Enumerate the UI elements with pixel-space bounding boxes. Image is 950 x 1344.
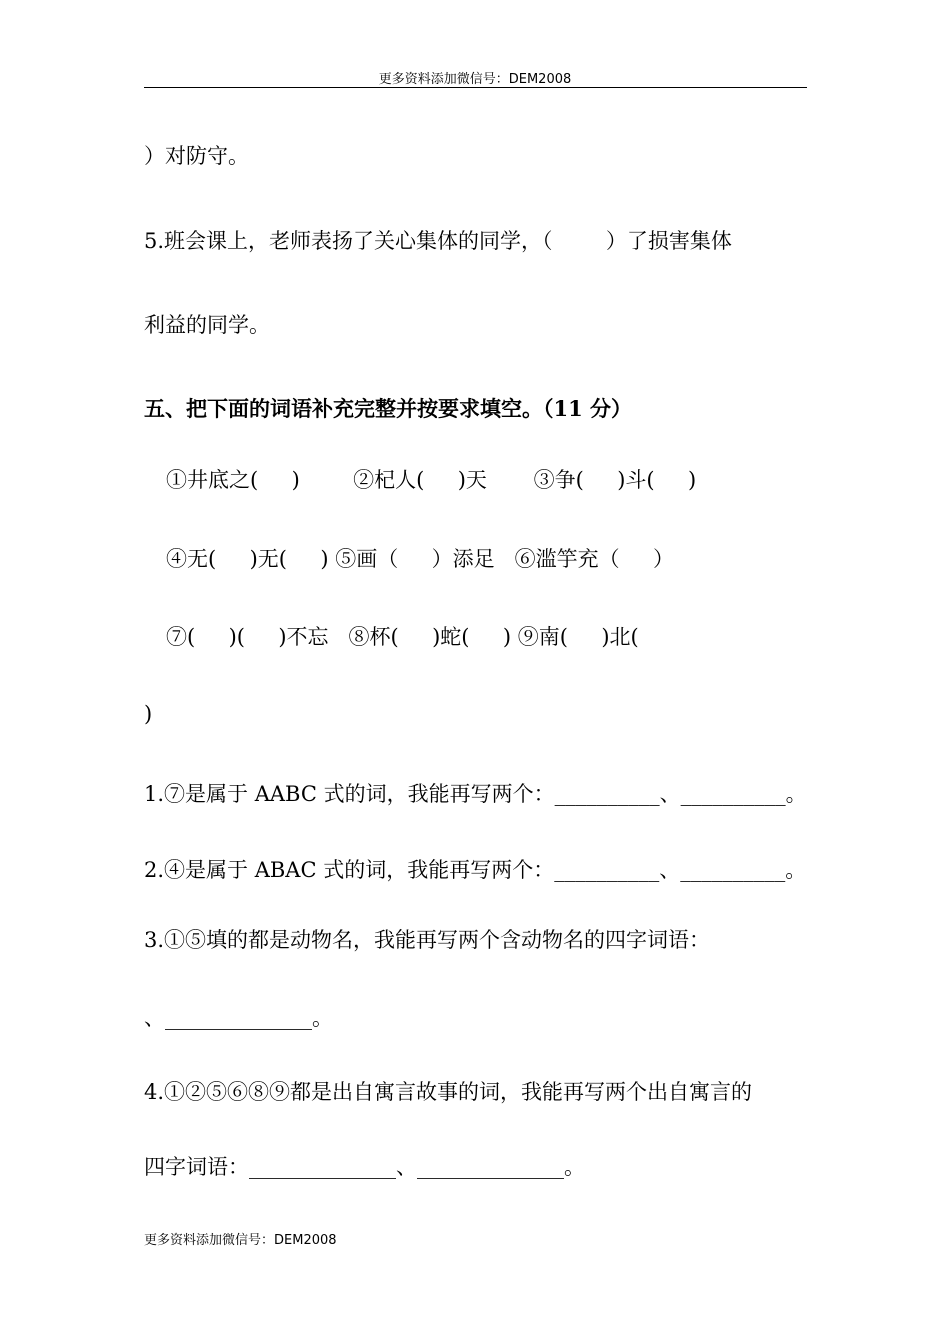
page-header: 更多资料添加微信号：DEM2008 (378, 72, 572, 87)
question-4-tail: ）对防守。 (144, 144, 249, 168)
idiom-row-3: ⑦( )( )不忘 ⑧杯( )蛇( ) ⑨南( )北( (166, 625, 639, 649)
sub-question-3-line-1: 3.①⑤填的都是动物名，我能再写两个含动物名的四字词语： (144, 928, 711, 952)
idiom-row-3-wrap: ) (144, 702, 153, 726)
sub-question-4-line-1: 4.①②⑤⑥⑧⑨都是出自寓言故事的词，我能再写两个出自寓言的 (144, 1080, 753, 1104)
sub-question-2: 2.④是属于 ABAC 式的词，我能再写两个：__________、__________。 (144, 858, 807, 882)
section-5-title: 五、把下面的词语补充完整并按要求填空。（11 分） (144, 396, 633, 421)
header-divider (144, 87, 807, 88)
sub-question-1: 1.⑦是属于 AABC 式的词，我能再写两个：__________、__________。 (144, 782, 807, 806)
idiom-row-2: ④无( )无( ) ⑤画（ ）添足 ⑥滥竽充（ ） (166, 547, 674, 571)
sub-question-4-line-2: 四字词语：______________、______________。 (144, 1155, 585, 1179)
page-footer: 更多资料添加微信号：DEM2008 (144, 1233, 337, 1248)
question-5-line-1: 5.班会课上，老师表扬了关心集体的同学，（ ）了损害集体 (144, 229, 732, 253)
sub-question-3-line-2: 、______________。 (144, 1006, 333, 1030)
question-5-line-2: 利益的同学。 (144, 313, 270, 337)
idiom-row-1: ①井底之( ) ②杞人( )天 ③争( )斗( ) (166, 468, 697, 492)
